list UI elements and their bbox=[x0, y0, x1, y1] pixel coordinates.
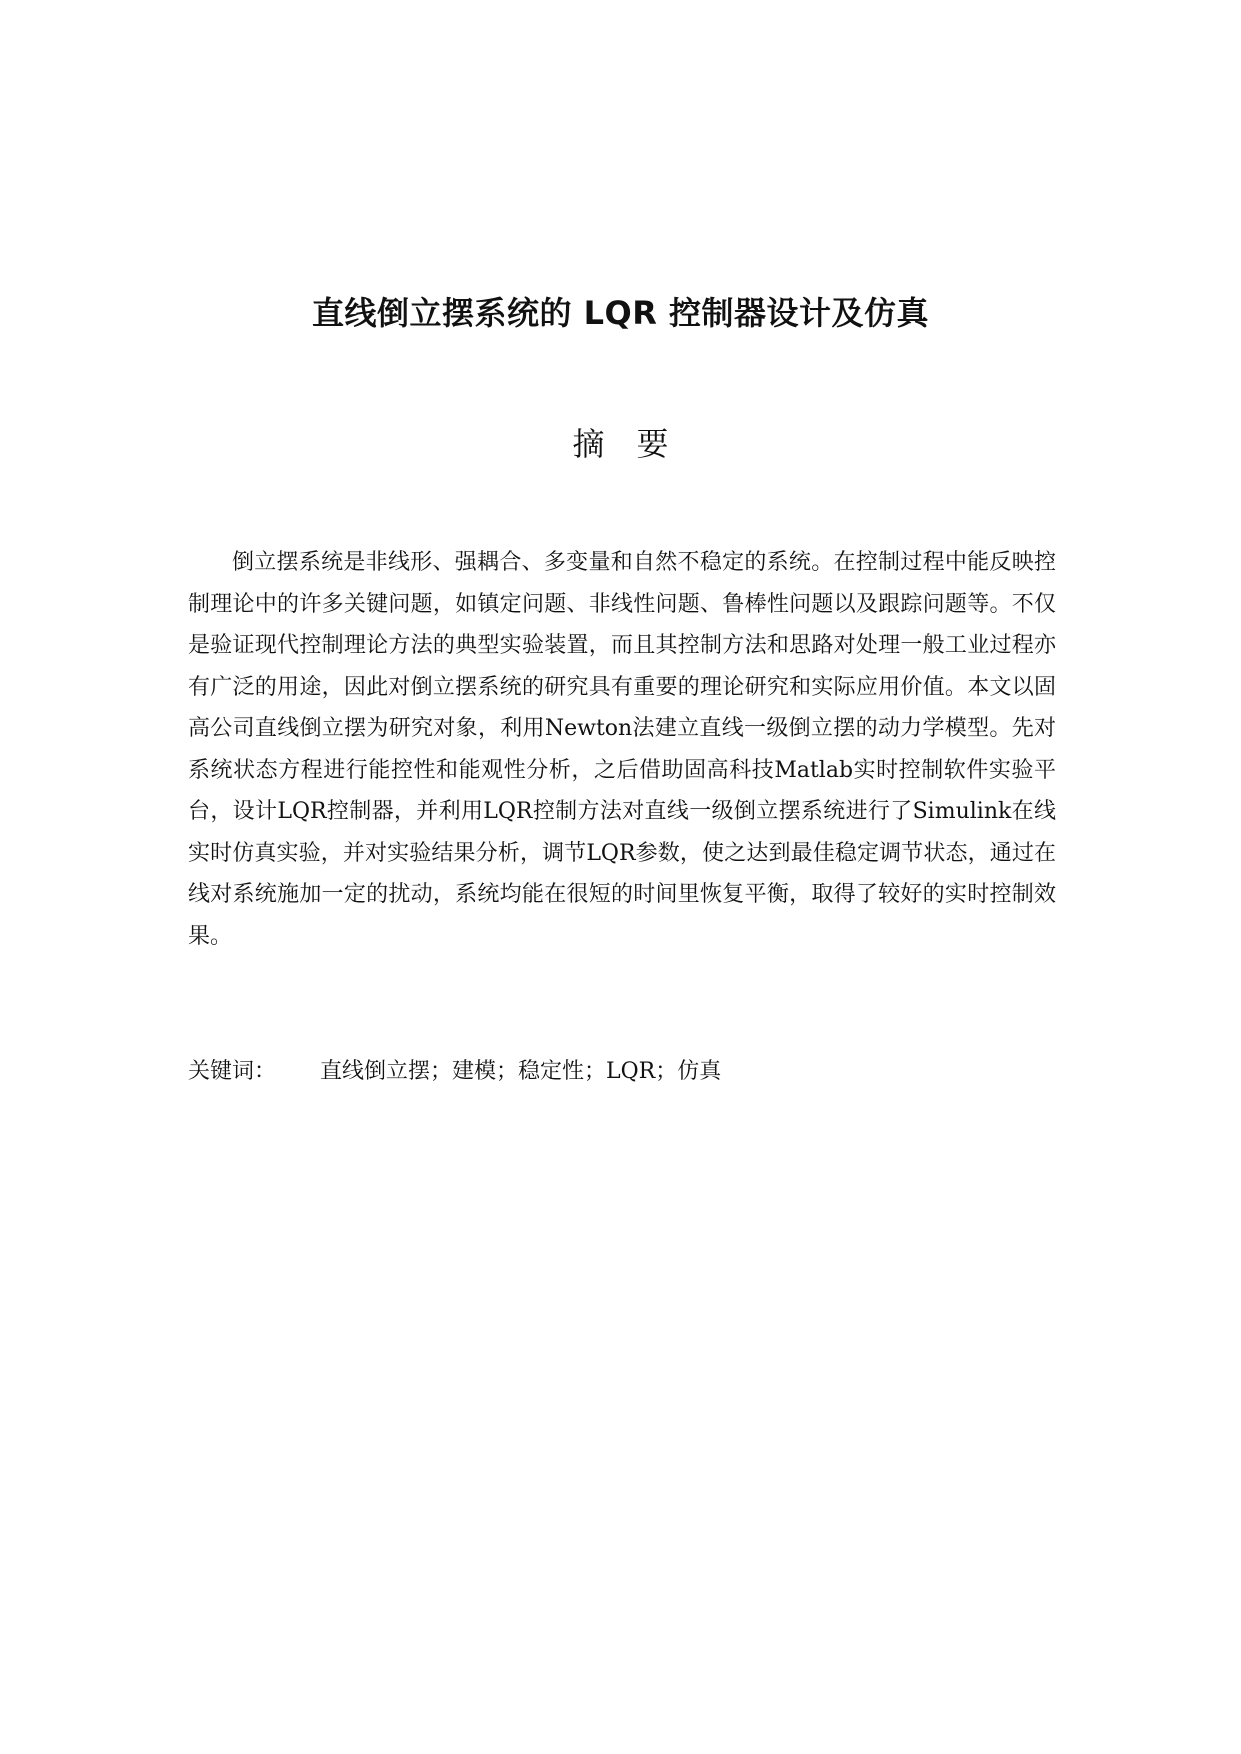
keywords-value: 直线倒立摆；建模；稳定性；LQR；仿真 bbox=[320, 1059, 722, 1084]
keywords-label: 关键词： bbox=[188, 1059, 277, 1084]
keywords-line bbox=[188, 1054, 1056, 1090]
abstract-paragraph: 倒立摆系统是非线形、强耦合、多变量和自然不稳定的系统。在控制过程中能反映控制理论中的许多关键问题，如镇定问题、非线性问题、鲁棒性问题以及跟踪问题等。不仅是验证现代控制理论方法的典型实验装置，而且其控制方法和思路对处理一般工业过程亦有广泛的用途，因此对倒立摆系统的研究具有重要的理论研究和实际应用价值。本文以固高公司直线倒立摆为研究对象，利用Newton法建立直线一级倒立摆的动力学模型。先对系统状态方程进行能控性和能观性分析，之后借助固高科技Matlab实时控制软件实验平台，设计LQR控制器，并利用LQR控制方法对直线一级倒立摆系统进行了Simulink在线实时仿真实验，并对实验结果分析，调节LQR参数，使之达到最佳稳定调节状态，通过在线对系统施加一定的扰动，系统均能在很短的时间里恢复平衡，取得了较好的实时控制效果。 bbox=[188, 550, 1056, 949]
document-title: 直线倒立摆系统的 LQR 控制器设计及仿真 bbox=[311, 294, 930, 332]
abstract-heading: 摘要 bbox=[572, 425, 701, 463]
